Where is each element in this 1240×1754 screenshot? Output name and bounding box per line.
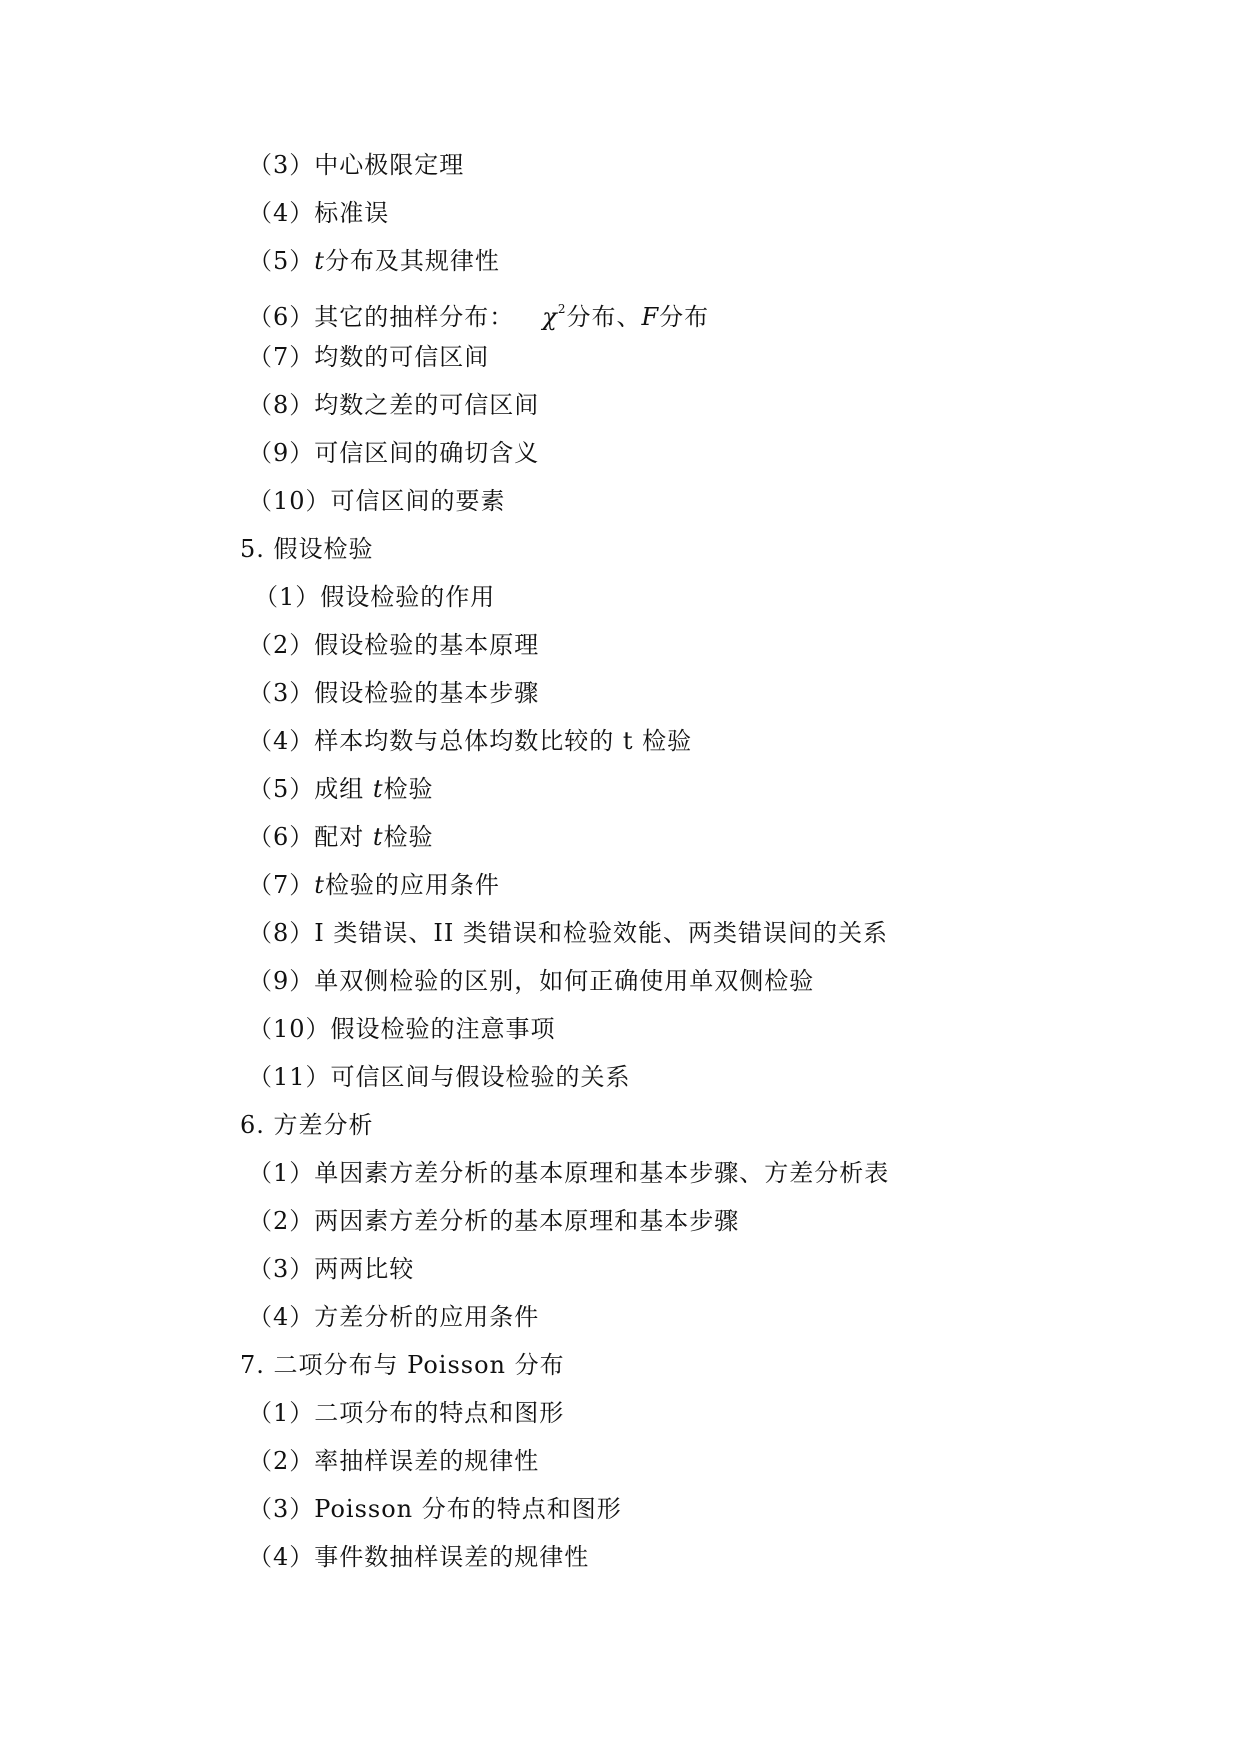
item-prefix: （6）其它的抽样分布：: [248, 303, 515, 331]
item-rate-sampling-error: （2）率抽样误差的规律性: [248, 1447, 540, 1475]
item-mid: 分布、: [566, 303, 642, 331]
item-poisson-features: （3）Poisson 分布的特点和图形: [248, 1495, 622, 1523]
item-pairwise-comparison: （3）两两比较: [248, 1255, 415, 1283]
t-symbol: t: [372, 775, 384, 803]
item-rest: 检验: [383, 775, 434, 803]
item-anova-conditions: （4）方差分析的应用条件: [248, 1303, 540, 1331]
t-symbol: t: [372, 823, 384, 851]
section-binomial-poisson: 7. 二项分布与 Poisson 分布: [240, 1351, 565, 1379]
item-standard-error: （4）标准误: [248, 199, 390, 227]
item-ci-ht-relation: （11）可信区间与假设检验的关系: [248, 1063, 631, 1091]
item-ci-meaning: （9）可信区间的确切含义: [248, 439, 540, 467]
item-one-way-anova: （1）单因素方差分析的基本原理和基本步骤、方差分析表: [248, 1159, 890, 1187]
item-central-limit-theorem: （3）中心极限定理: [248, 151, 465, 179]
item-count-sampling-error: （4）事件数抽样误差的规律性: [248, 1543, 590, 1571]
item-paired-t: [248, 822, 434, 852]
item-ht-notes: （10）假设检验的注意事项: [248, 1015, 556, 1043]
item-t-distribution: [248, 246, 500, 276]
item-rest: 检验的应用条件: [324, 871, 500, 899]
item-prefix: （6）配对: [248, 823, 373, 851]
item-other-sampling-distributions: [248, 294, 709, 332]
item-two-way-anova: （2）两因素方差分析的基本原理和基本步骤: [248, 1207, 740, 1235]
item-ht-principle: （2）假设检验的基本原理: [248, 631, 540, 659]
item-rest: 分布: [659, 303, 710, 331]
t-symbol: t: [314, 247, 325, 275]
chi-symbol: χ: [542, 303, 558, 331]
item-ci-elements: （10）可信区间的要素: [248, 487, 506, 515]
item-ht-role: （1）假设检验的作用: [254, 583, 496, 611]
t-symbol: t: [314, 871, 325, 899]
item-prefix: （5）: [248, 247, 315, 275]
item-ht-steps: （3）假设检验的基本步骤: [248, 679, 540, 707]
item-prefix: （5）成组: [248, 775, 373, 803]
item-binomial-features: （1）二项分布的特点和图形: [248, 1399, 565, 1427]
f-symbol: F: [641, 303, 660, 331]
item-one-two-sided: （9）单双侧检验的区别，如何正确使用单双侧检验: [248, 967, 815, 995]
item-two-sample-t: [248, 774, 434, 804]
section-hypothesis-testing: 5. 假设检验: [240, 535, 374, 563]
section-anova: 6. 方差分析: [240, 1111, 374, 1139]
item-error-types: （8）I 类错误、II 类错误和检验效能、两类错误间的关系: [248, 919, 888, 947]
chi-superscript: 2: [557, 302, 567, 316]
item-rest: 检验: [383, 823, 434, 851]
item-one-sample-t: （4）样本均数与总体均数比较的 t 检验: [248, 727, 693, 755]
item-t-conditions: [248, 870, 500, 900]
item-rest: 分布及其规律性: [324, 247, 500, 275]
item-mean-ci: （7）均数的可信区间: [248, 343, 490, 371]
item-mean-diff-ci: （8）均数之差的可信区间: [248, 391, 540, 419]
item-prefix: （7）: [248, 871, 315, 899]
